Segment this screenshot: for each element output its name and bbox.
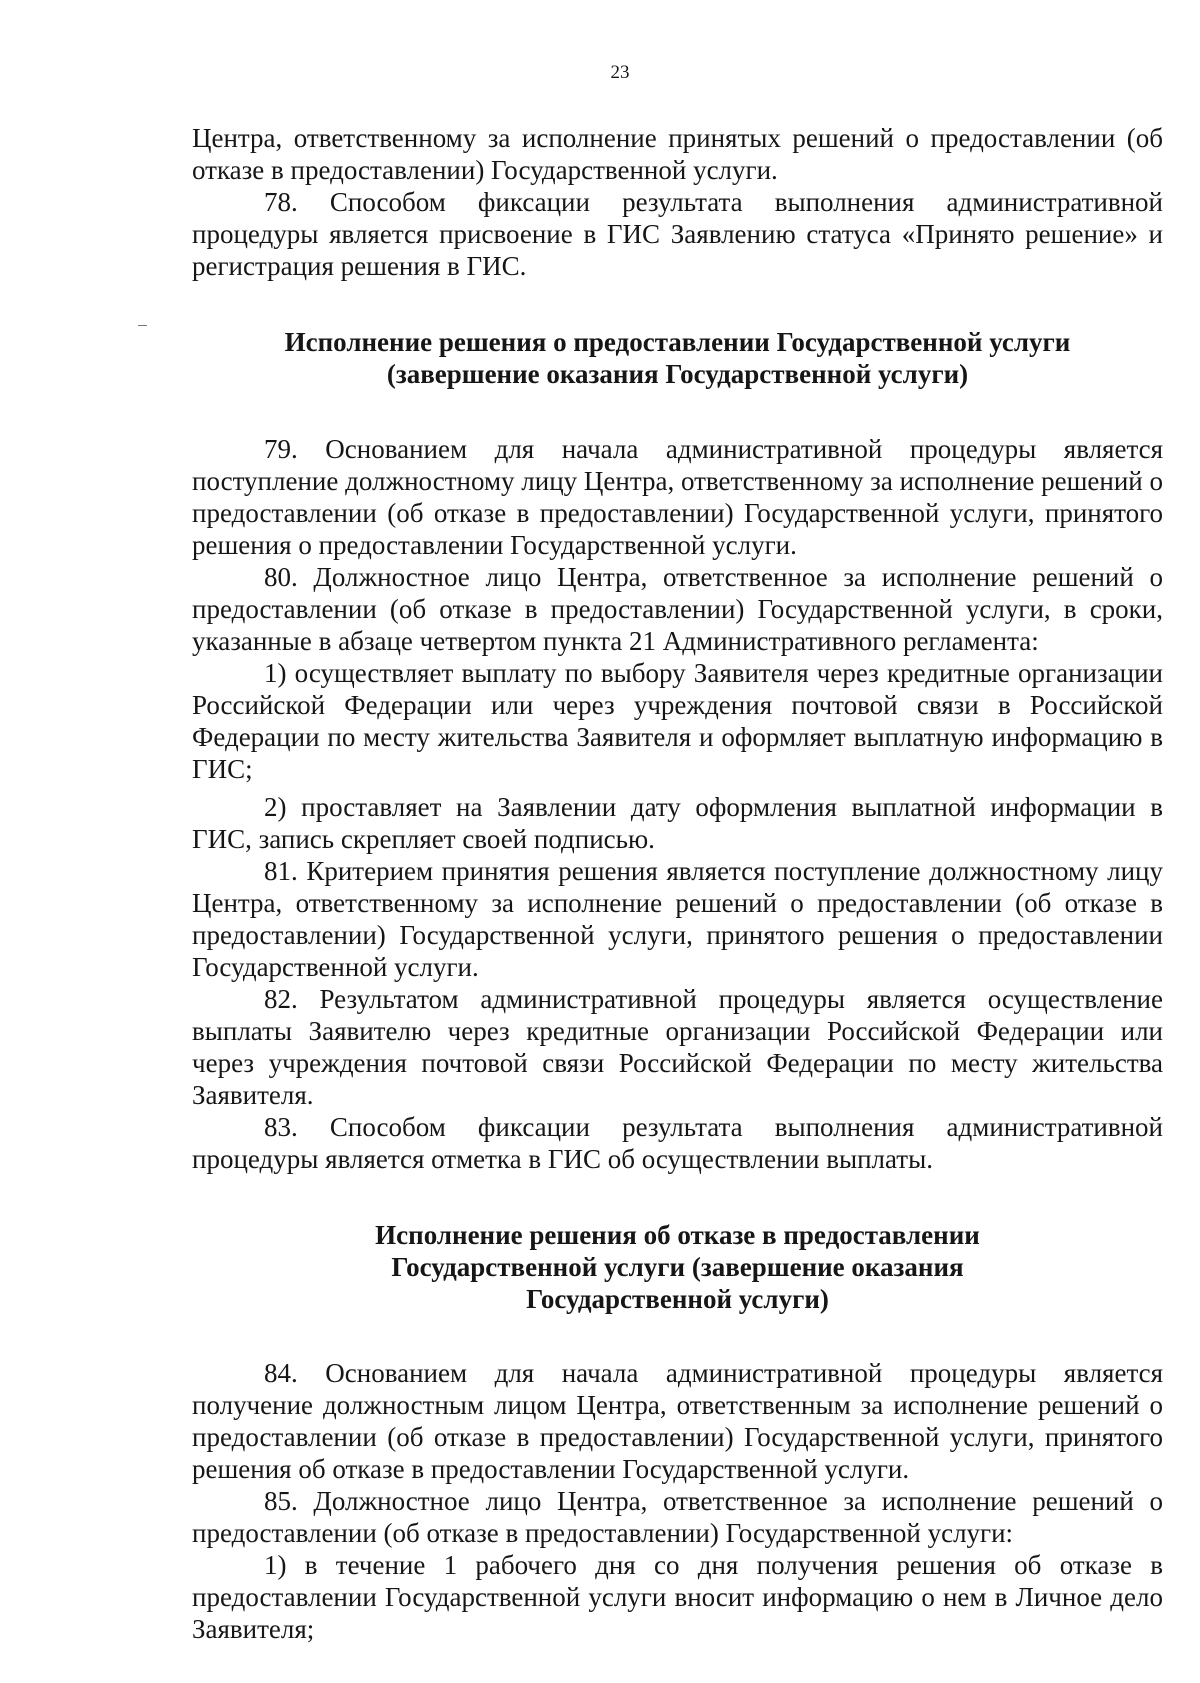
document-body — [192, 122, 1163, 1645]
heading-line: Исполнение решения о предоставлении Государственной услуги — [284, 327, 1071, 357]
paragraph-80-item-2: 2) проставляет на Заявлении дату оформления выплатной информации в ГИС, запись скрепляет своей подписью. — [192, 792, 1163, 854]
paragraph-84: 84. Основанием для начала административной процедуры является получение должностным лицом Центра, ответственным за исполнение решений о предоставлении (об отказе в предоставлении) Государственной услуги, принятого решения об отказе в предоставлении Государственной услуги. — [192, 1358, 1163, 1484]
heading-line: Исполнение решения об отказе в предоставлении — [375, 1220, 980, 1250]
section-heading-execution-refusal — [192, 1219, 1163, 1315]
paragraph-continuation: Центра, ответственному за исполнение принятых решений о предоставлении (об отказе в предоставлении) Государственной услуги. — [192, 123, 1163, 185]
heading-line: (завершение оказания Государственной услуги) — [386, 359, 969, 389]
heading-line: Государственной услуги (завершение оказания — [391, 1252, 964, 1282]
paragraph-80-item-1: 1) осуществляет выплату по выбору Заявителя через кредитные организации Российской Федерации или через учреждения почтовой связи в Российской Федерации по месту жительства Заявителя и оформляет выплатную информацию в ГИС; — [192, 658, 1163, 784]
paragraph-85-item-1: 1) в течение 1 рабочего дня со дня получения решения об отказе в предоставлении Государственной услуги вносит информацию о нем в Личное дело Заявителя; — [192, 1550, 1163, 1644]
section-heading-execution-grant — [192, 326, 1163, 390]
paragraph-81: 81. Критерием принятия решения является поступление должностному лицу Центра, ответственному за исполнение решений о предоставлении (об отказе в предоставлении) Государственной услуги, принятого решения о предоставлении Государственной услуги. — [192, 856, 1163, 982]
page-number: 23 — [610, 62, 630, 83]
paragraph-79: 79. Основанием для начала административной процедуры является поступление должностному лицу Центра, ответственному за исполнение решений о предоставлении (об отказе в предоставлении) Государственной услуги, принятого решения о предоставлении Государственной услуги. — [192, 434, 1163, 560]
paragraph-85: 85. Должностное лицо Центра, ответственное за исполнение решений о предоставлении (об отказе в предоставлении) Государственной услуги: — [192, 1486, 1163, 1548]
heading-line: Государственной услуги) — [526, 1284, 829, 1314]
margin-mark — [138, 325, 147, 326]
paragraph-83: 83. Способом фиксации результата выполнения административной процедуры является отметка в ГИС об осуществлении выплаты. — [192, 1112, 1163, 1174]
paragraph-80: 80. Должностное лицо Центра, ответственное за исполнение решений о предоставлении (об отказе в предоставлении) Государственной услуги, в сроки, указанные в абзаце четвертом пункта 21 Административного регламента: — [192, 562, 1163, 656]
paragraph-82: 82. Результатом административной процедуры является осуществление выплаты Заявителю через кредитные организации Российской Федерации или через учреждения почтовой связи Российской Федерации по месту жительства Заявителя. — [192, 984, 1163, 1110]
paragraph-78: 78. Способом фиксации результата выполнения административной процедуры является присвоение в ГИС Заявлению статуса «Принято решение» и регистрация решения в ГИС. — [192, 187, 1163, 281]
